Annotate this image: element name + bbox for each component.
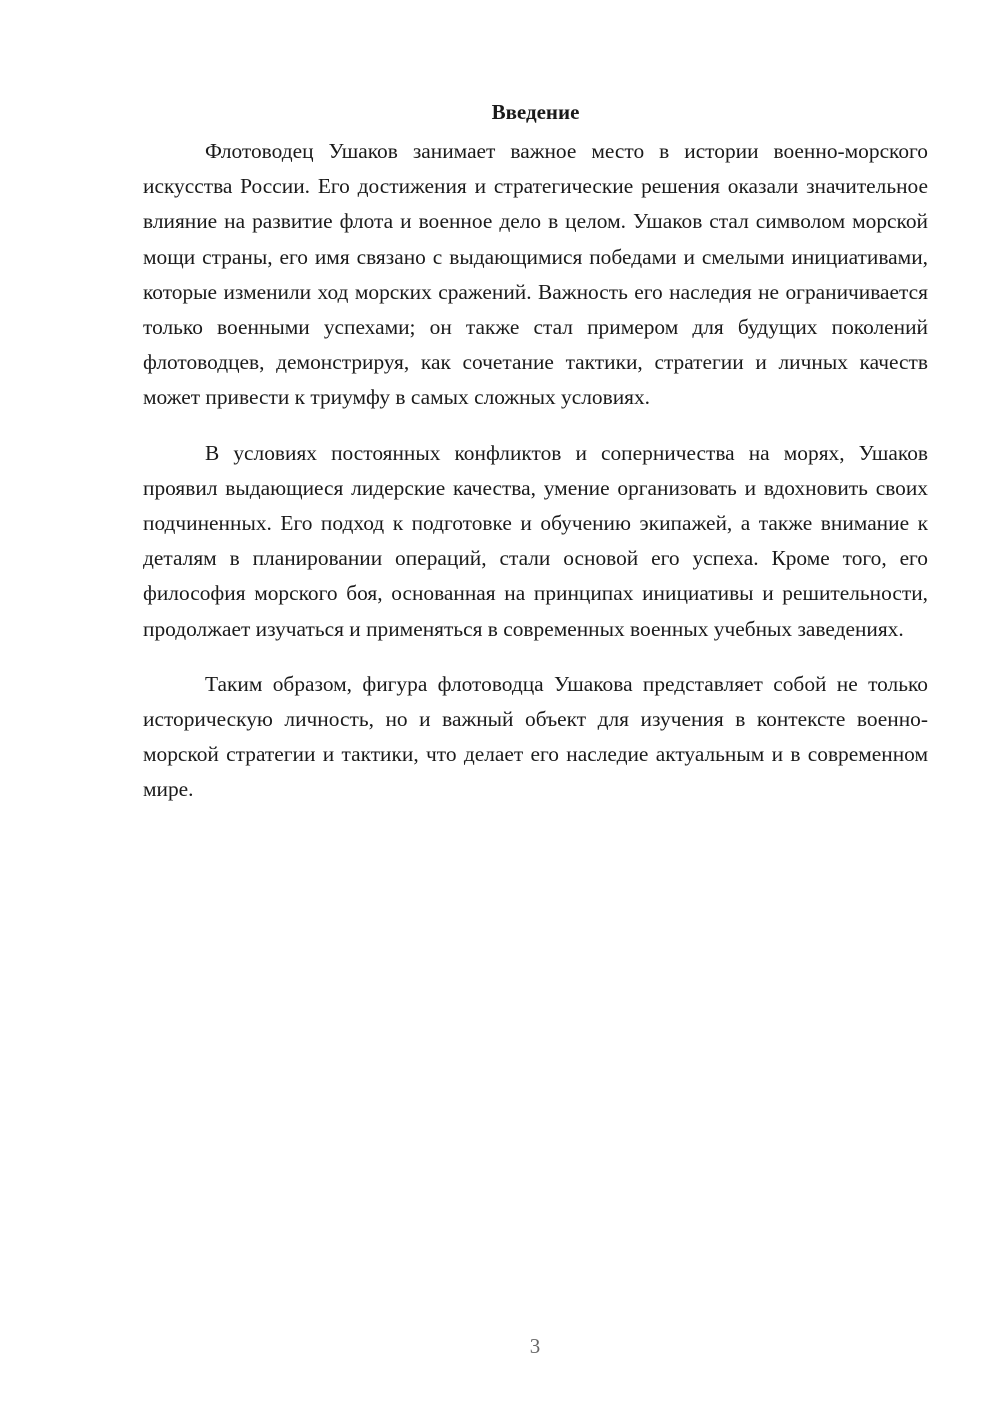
page-content (143, 97, 928, 808)
paragraph-1: Флотоводец Ушаков занимает важное место в истории военно-морского искусства России. Его достижения и стратегические решения оказали значительное влияние на развитие флота и военное дело в целом. Ушаков стал символом морской мощи страны, его имя связано с выдающимися победами и смелыми инициативами, которые изменили ход морских сражений. Важность его наследия не ограничивается только военными успехами; он также стал примером для будущих поколений флотоводцев, демонстрируя, как сочетание тактики, стратегии и личных качеств может привести к триумфу в самых сложных условиях. (143, 139, 928, 410)
section-heading: Введение (491, 100, 580, 124)
paragraph-3: Таким образом, фигура флотоводца Ушакова представляет собой не только историческую личность, но и важный объект для изучения в контексте военно-морской стратегии и тактики, что делает его наследие актуальным и в современном мире. (143, 671, 928, 802)
page-number: 3 (529, 1334, 541, 1358)
paragraph-2: В условиях постоянных конфликтов и соперничества на морях, Ушаков проявил выдающиеся лидерские качества, умение организовать и вдохновить своих подчиненных. Его подход к подготовке и обучению экипажей, а также внимание к деталям в планировании операций, стали основой его успеха. Кроме того, его философия морского боя, основанная на принципах инициативы и решительности, продолжает изучаться и применяться в современных военных учебных заведениях. (143, 440, 928, 641)
